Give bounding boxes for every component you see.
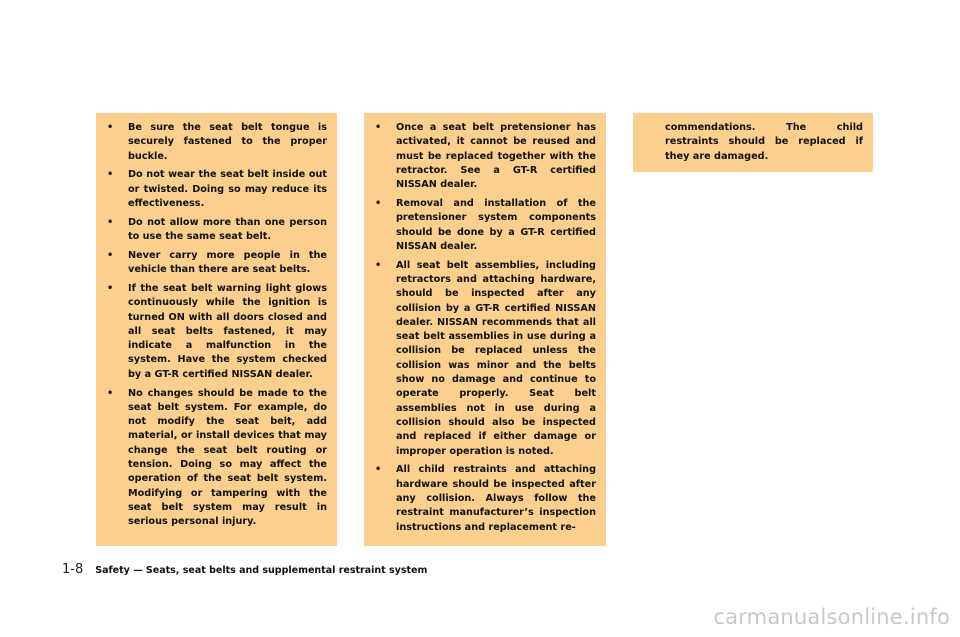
list-item bbox=[104, 168, 327, 211]
list-item-text: No changes should be made to the seat belt system. For example, do not modify the seat belt, add material, or install devices that may change the seat belt routing or tension. Doing so may affect the operation of the seat belt system. Modifying or tampering with the seat belt system may result in serious personal injury. bbox=[128, 387, 327, 528]
list-item bbox=[372, 121, 596, 192]
list-item-text: Be sure the seat belt tongue is securely fastened to the proper buckle. bbox=[128, 122, 327, 162]
warning-list-column-1 bbox=[104, 121, 327, 530]
watermark: carmanualsonline.info bbox=[713, 605, 950, 629]
page-footer bbox=[62, 562, 427, 577]
warning-box-column-3 bbox=[633, 113, 873, 172]
bullet-icon: • bbox=[107, 169, 114, 181]
section-title: Safety — Seats, seat belts and supplemental restraint system bbox=[95, 565, 428, 576]
list-item bbox=[104, 282, 327, 382]
bullet-icon: • bbox=[107, 216, 114, 228]
page-number: 1-8 bbox=[62, 562, 84, 577]
bullet-icon: • bbox=[375, 122, 382, 133]
bullet-icon: • bbox=[107, 387, 114, 399]
list-item bbox=[104, 216, 327, 245]
list-item bbox=[372, 463, 596, 534]
warning-box-column-1 bbox=[96, 113, 337, 546]
list-item-text: Once a seat belt pretensioner has activated, it cannot be reused and must be replaced together with the retractor. See a GT-R certified NISSAN dealer. bbox=[396, 122, 596, 191]
warning-box-column-2 bbox=[364, 113, 606, 546]
list-item bbox=[372, 259, 596, 459]
list-item-text: Do not allow more than one person to use the same seat belt. bbox=[128, 216, 327, 243]
warning-list-column-2 bbox=[372, 121, 596, 535]
list-item-text: Removal and installation of the pretensioner system components should be done by a GT-R certified NISSAN dealer. bbox=[396, 197, 596, 252]
continued-text: commendations. The child restraints should be replaced if they are damaged. bbox=[665, 122, 863, 162]
bullet-icon: • bbox=[107, 122, 114, 133]
bullet-icon: • bbox=[375, 464, 382, 476]
list-item bbox=[104, 121, 327, 164]
list-item bbox=[372, 197, 596, 254]
bullet-icon: • bbox=[107, 249, 114, 261]
list-item-text: All child restraints and attaching hardware should be inspected after any collision. Always follow the restraint manufacturer’s inspection instructions and replacement re- bbox=[396, 464, 596, 533]
list-item-text: All seat belt assemblies, including retractors and attaching hardware, should be inspected after any collision by a GT-R certified NISSAN dealer. NISSAN recommends that all seat belt assemblies in use during a collision be replaced unless the collision was minor and the belts show no damage and continue to operate properly. Seat belt assemblies not in use during a collision should also be inspected and replaced if either damage or improper operation is noted. bbox=[396, 259, 596, 457]
bullet-icon: • bbox=[107, 282, 114, 294]
bullet-icon: • bbox=[375, 259, 382, 271]
list-item bbox=[104, 387, 327, 530]
list-item-text: Do not wear the seat belt inside out or twisted. Doing so may reduce its effectiveness. bbox=[128, 169, 327, 209]
list-item bbox=[104, 249, 327, 278]
list-item-text: If the seat belt warning light glows continuously while the ignition is turned ON with all doors closed and all seat belts fastened, it may indicate a malfunction in the system. Have the system checked by a GT-R certified NISSAN dealer. bbox=[128, 282, 327, 380]
list-item-text: Never carry more people in the vehicle than there are seat belts. bbox=[128, 249, 327, 276]
bullet-icon: • bbox=[375, 197, 382, 209]
